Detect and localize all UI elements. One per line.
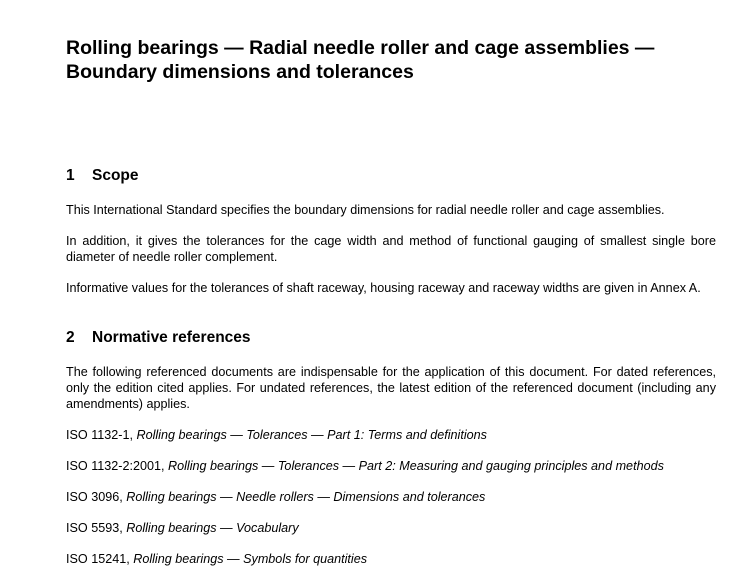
section-title: Normative references — [92, 329, 251, 346]
reference-title: Rolling bearings — Tolerances — Part 1: Terms and definitions — [136, 428, 487, 442]
document-page — [66, 36, 716, 567]
reference-id: ISO 3096, — [66, 490, 127, 504]
section-title: Scope — [92, 167, 139, 184]
reference-entry — [66, 520, 716, 536]
section-number: 2 — [66, 329, 75, 346]
reference-id: ISO 5593, — [66, 521, 127, 535]
reference-title: Rolling bearings — Tolerances — Part 2: Measuring and gauging principles and methods — [168, 459, 664, 473]
reference-id: ISO 15241, — [66, 552, 134, 566]
reference-entry — [66, 489, 716, 505]
document-title — [66, 36, 716, 84]
reference-entry — [66, 458, 716, 474]
scope-paragraph-1: This International Standard specifies the boundary dimensions for radial needle roller and cage assemblies. — [66, 203, 665, 217]
document-title-line-2: Boundary dimensions and tolerances — [66, 61, 414, 83]
reference-id: ISO 1132-2:2001, — [66, 459, 168, 473]
reference-entry — [66, 427, 716, 443]
section-heading-scope — [66, 167, 716, 185]
reference-title: Rolling bearings — Vocabulary — [126, 521, 299, 535]
section-heading-normative-references — [66, 329, 716, 347]
scope-paragraph-2: In addition, it gives the tolerances for the cage width and method of functional gauging of smallest single bore diameter of needle roller complement. — [66, 234, 716, 264]
reference-id: ISO 1132-1, — [66, 428, 137, 442]
document-title-line-1: Rolling bearings — Radial needle roller and cage assemblies — — [66, 37, 655, 59]
reference-entry — [66, 551, 716, 567]
references-intro-paragraph: The following referenced documents are indispensable for the application of this document. For dated references, only the edition cited applies. For undated references, the latest edition of the referenced document (including any amendments) applies. — [66, 365, 716, 411]
section-number: 1 — [66, 167, 75, 184]
scope-paragraph-3: Informative values for the tolerances of shaft raceway, housing raceway and raceway widths are given in Annex A. — [66, 281, 701, 295]
reference-title: Rolling bearings — Needle rollers — Dimensions and tolerances — [126, 490, 486, 504]
reference-title: Rolling bearings — Symbols for quantities — [133, 552, 368, 566]
